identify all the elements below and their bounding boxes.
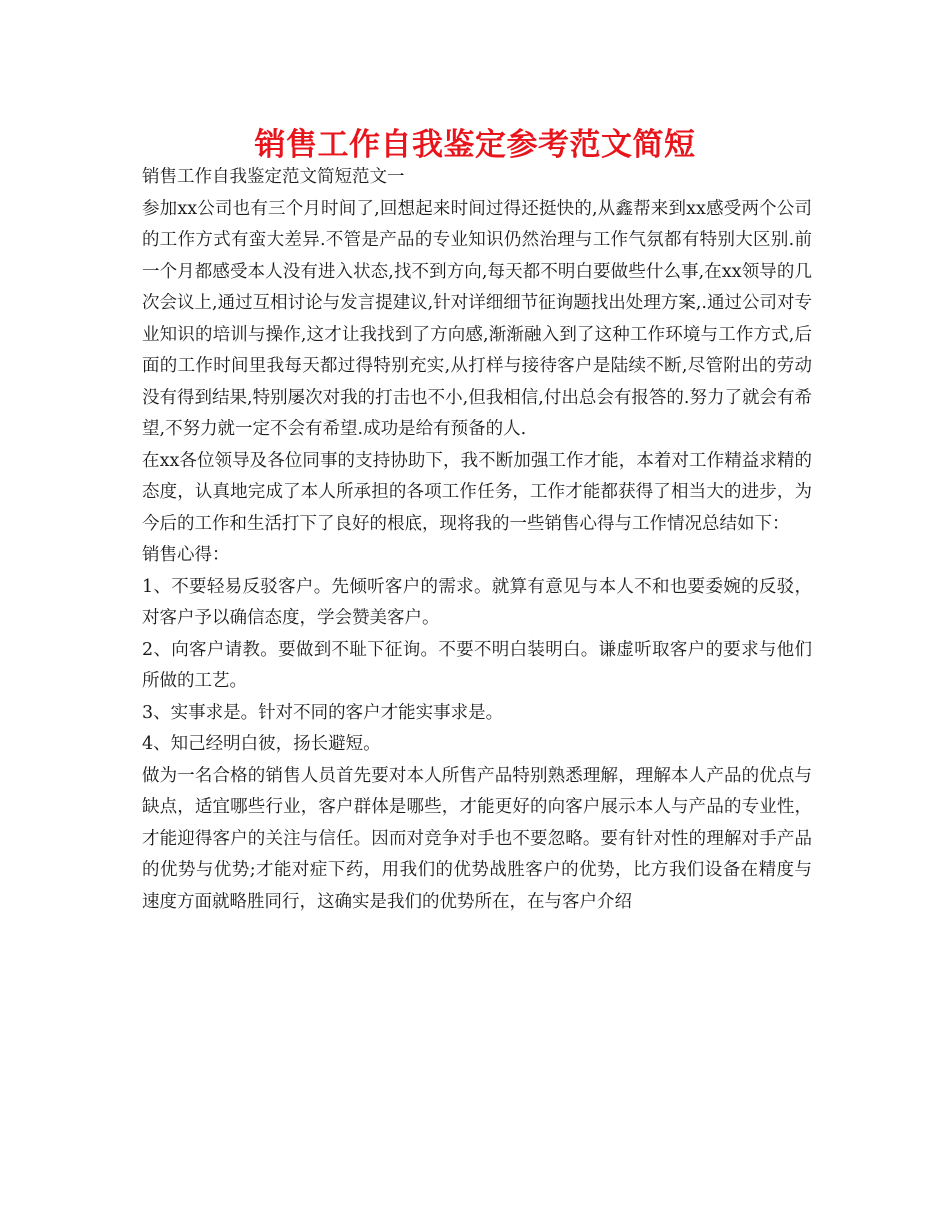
body-paragraph: 参加xx公司也有三个月时间了,回想起来时间过得还挺快的,从鑫帮来到xx感受两个公司的工作方式有蛮大差异.不管是产品的专业知识仍然治理与工作气氛都有特别大区别.前一个月都感受本人没有进入状态,找不到方向,每天都不明白要做些什么事,在xx领导的几次会议上,通过互相讨论与发言提建议,针对详细细节征询题找出处理方案,.通过公司对专业知识的培训与操作,这才让我找到了方向感,渐渐融入到了这种工作环境与工作方式,后面的工作时间里我每天都过得特别充实,从打样与接待客户是陆续不断,尽管附出的劳动没有得到结果,特别屡次对我的打击也不小,但我相信,付出总会有报答的.努力了就会有希望,不努力就一定不会有希望.成功是给有预备的人. — [142, 198, 812, 439]
list-item: 2、向客户请教。要做到不耻下征询。不要不明白装明白。谦虚听取客户的要求与他们所做的工艺。 — [142, 639, 812, 691]
list-item: 3、实事求是。针对不同的客户才能实事求是。 — [142, 702, 504, 723]
document-body — [142, 162, 812, 918]
subtitle-paragraph: 销售工作自我鉴定范文简短范文一 — [142, 167, 405, 187]
list-item: 4、知己经明白彼，扬长避短。 — [142, 734, 381, 754]
list-item: 1、不要轻易反驳客户。先倾听客户的需求。就算有意见与本人不和也要委婉的反驳，对客户予以确信态度，学会赞美客户。 — [142, 576, 812, 628]
body-paragraph: 做为一名合格的销售人员首先要对本人所售产品特别熟悉理解，理解本人产品的优点与缺点，适宜哪些行业，客户群体是哪些，才能更好的向客户展示本人与产品的专业性，才能迎得客户的关注与信任。因而对竞争对手也不要忽略。要有针对性的理解对手产品的优势与优势;才能对症下药，用我们的优势战胜客户的优势，比方我们设备在精度与速度方面就略胜同行，这确实是我们的优势所在，在与客户介绍 — [142, 765, 812, 912]
body-paragraph: 在xx各位领导及各位同事的支持协助下，我不断加强工作才能，本着对工作精益求精的态度，认真地完成了本人所承担的各项工作任务，工作才能都获得了相当大的进步，为今后的工作和生活打下了良好的根底，现将我的一些销售心得与工作情况总结如下： — [142, 450, 812, 534]
section-heading: 销售心得： — [142, 545, 230, 565]
document-title: 销售工作自我鉴定参考范文简短 — [254, 127, 696, 163]
